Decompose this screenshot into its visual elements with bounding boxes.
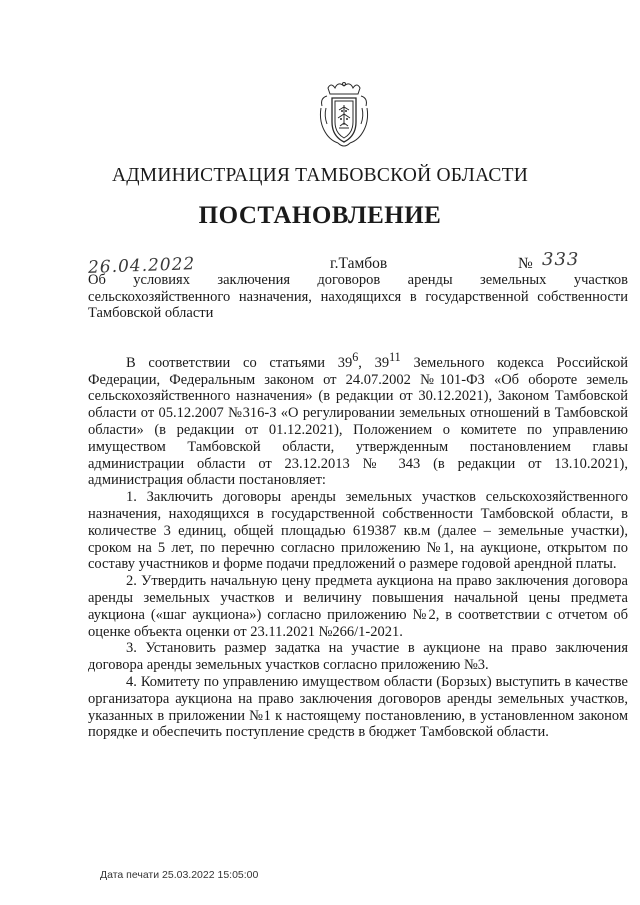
preamble-text-3: Земельного кодекса Российской Федерации, Федеральным законом от 24.07.2002 №101-ФЗ «Об обороте земель сельскохозяйственного назначения» (в редакции от 30.12.2021), Законом Тамбовской области от 05.12.2007 №316-З «О регулировании земельных отношений в Тамбовской области» (в редакции от 01.12.2021), Положением о комитете по управлению имуществом Тамбовской области, утвержденным постановлением главы администрации области от 23.12.2013 № 343 (в редакции от 13.10.2021), администрация области постановляет: bbox=[88, 354, 629, 489]
document-body bbox=[88, 349, 628, 741]
preamble-superscript-1: 6 bbox=[352, 350, 359, 364]
print-date-footer: Дата печати 25.03.2022 15:05:00 bbox=[100, 869, 259, 881]
resolution-item-4: 4. Комитету по управлению имуществом области (Борзых) выступить в качестве организатора аукциона на право заключения договоров аренды земельных участков, указанных в приложении №1 к настоящему постановлению, в установленном законом порядке и обеспечить поступление средств в бюджет Тамбовской области. bbox=[88, 673, 628, 741]
document-city: г.Тамбов bbox=[330, 255, 388, 272]
preamble-superscript-2: 11 bbox=[389, 350, 401, 364]
document-number: 333 bbox=[542, 249, 580, 270]
resolution-item-1: 1. Заключить договоры аренды земельных участков сельскохозяйственного назначения, находящихся в государственной собственности Тамбовской области, в количестве 3 единиц, общей площадью 619387 кв.м (далее – земельные участки), сроком на 5 лет, по перечню согласно приложению №1, на аукционе, открытом по составу участников и форме подачи предложений о размере годовой арендной платы. bbox=[88, 489, 628, 573]
resolution-item-2: 2. Утвердить начальную цену предмета аукциона на право заключения договора аренды земельных участков и величину повышения начальной цены предмета аукциона («шаг аукциона») согласно приложению №2, в соответствии с отчетом об оценке объекта оценки от 23.11.2021 №266/1-2021. bbox=[88, 573, 628, 640]
preamble-text-2: , 39 bbox=[358, 354, 390, 371]
document-type-title: ПОСТАНОВЛЕНИЕ bbox=[198, 202, 442, 229]
document-subject: Об условиях заключения договоров аренды земельных участков сельскохозяйственного назначения, находящихся в государственной собственности Тамбовской области bbox=[88, 272, 628, 321]
resolution-item-3: 3. Установить размер задатка на участие в аукционе на право заключения договора аренды земельных участков согласно приложению №3. bbox=[88, 640, 628, 674]
document-date: 26.04.2022 bbox=[87, 254, 196, 278]
preamble-text-1: В соответствии со статьями 39 bbox=[126, 354, 353, 371]
document-number-label: № bbox=[518, 255, 533, 272]
organization-title: АДМИНИСТРАЦИЯ ТАМБОВСКОЙ ОБЛАСТИ bbox=[112, 165, 528, 186]
coat-of-arms-icon bbox=[318, 80, 370, 150]
preamble-paragraph bbox=[88, 349, 628, 489]
